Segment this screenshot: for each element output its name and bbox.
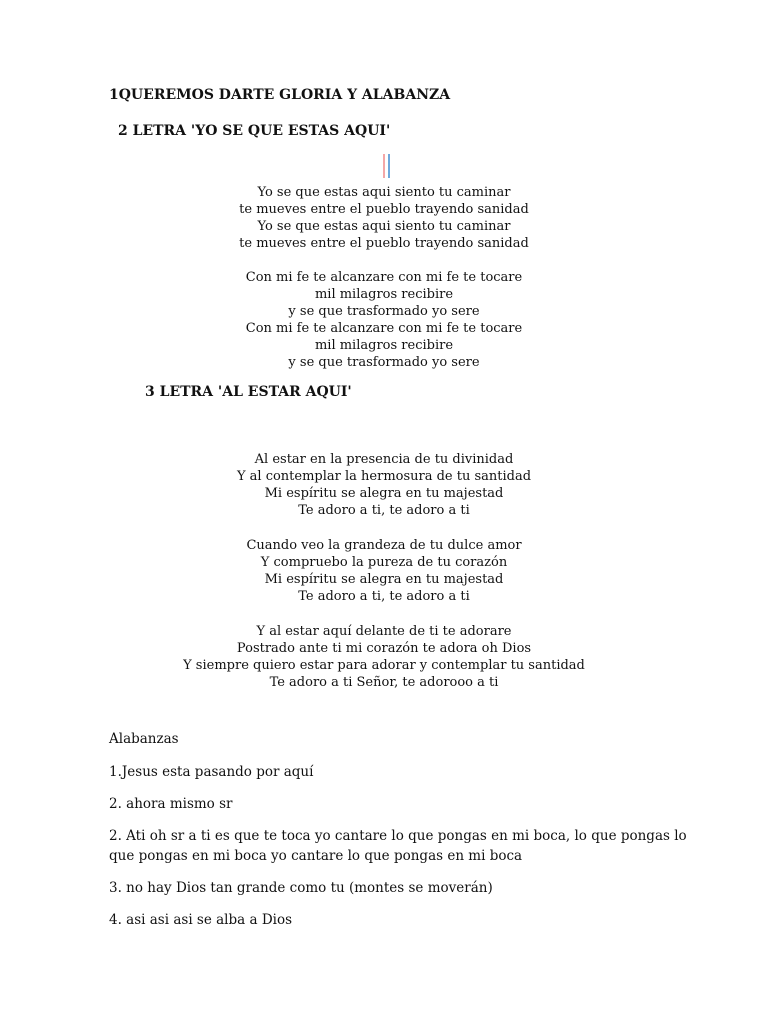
- lyric-line: mil milagros recibire: [314, 338, 454, 353]
- lyric-line: Al estar en la presencia de tu divinidad: [254, 452, 514, 467]
- color-marker-left: [383, 154, 385, 178]
- song2-stanza-1: [0, 184, 768, 252]
- alabanzas-title: Alabanzas: [109, 731, 179, 747]
- list-item: 2. ahora mismo sr: [109, 796, 233, 812]
- lyric-line: Y compruebo la pureza de tu corazón: [260, 555, 508, 570]
- list-item: 2. Ati oh sr a ti es que te toca yo cantare lo que pongas en mi boca, lo que pongas lo: [109, 828, 687, 844]
- song3-stanza-1: [0, 451, 768, 519]
- lyric-line: te mueves entre el pueblo trayendo sanidad: [239, 202, 529, 217]
- lyric-line: Y al estar aquí delante de ti te adorare: [256, 624, 512, 639]
- list-item: 1.Jesus esta pasando por aquí: [109, 764, 314, 780]
- heading-3: 3 LETRA 'AL ESTAR AQUI': [145, 384, 352, 400]
- lyric-line: te mueves entre el pueblo trayendo sanidad: [239, 236, 529, 251]
- heading-1: 1QUEREMOS DARTE GLORIA Y ALABANZA: [109, 87, 451, 103]
- list-item: que pongas en mi boca yo cantare lo que pongas en mi boca: [109, 848, 523, 864]
- lyric-line: Y al contemplar la hermosura de tu santidad: [236, 469, 532, 484]
- lyric-line: y se que trasformado yo sere: [288, 355, 480, 370]
- lyric-line: y se que trasformado yo sere: [288, 304, 480, 319]
- song2-stanza-2: [0, 269, 768, 371]
- lyric-line: Cuando veo la grandeza de tu dulce amor: [246, 538, 522, 553]
- song3-stanza-2: [0, 537, 768, 605]
- lyric-line: Con mi fe te alcanzare con mi fe te tocare: [245, 270, 523, 285]
- lyric-line: Yo se que estas aqui siento tu caminar: [257, 219, 511, 234]
- lyric-line: Y siempre quiero estar para adorar y contemplar tu santidad: [183, 658, 585, 673]
- lyric-line: Mi espíritu se alegra en tu majestad: [264, 572, 504, 587]
- color-marker-right: [388, 154, 390, 178]
- lyric-line: Mi espíritu se alegra en tu majestad: [264, 486, 504, 501]
- lyric-line: mil milagros recibire: [314, 287, 454, 302]
- list-item: 4. asi asi asi se alba a Dios: [109, 912, 293, 928]
- song3-stanza-3: [0, 623, 768, 691]
- list-item: 3. no hay Dios tan grande como tu (montes se moverán): [109, 880, 493, 896]
- lyric-line: Yo se que estas aqui siento tu caminar: [257, 185, 511, 200]
- lyric-line: Te adoro a ti, te adoro a ti: [298, 503, 470, 518]
- lyric-line: Te adoro a ti Señor, te adorooo a ti: [269, 675, 499, 690]
- lyric-line: Con mi fe te alcanzare con mi fe te tocare: [245, 321, 523, 336]
- lyric-line: Postrado ante ti mi corazón te adora oh Dios: [236, 641, 532, 656]
- heading-2: 2 LETRA 'YO SE QUE ESTAS AQUI': [118, 123, 391, 139]
- lyric-line: Te adoro a ti, te adoro a ti: [298, 589, 470, 604]
